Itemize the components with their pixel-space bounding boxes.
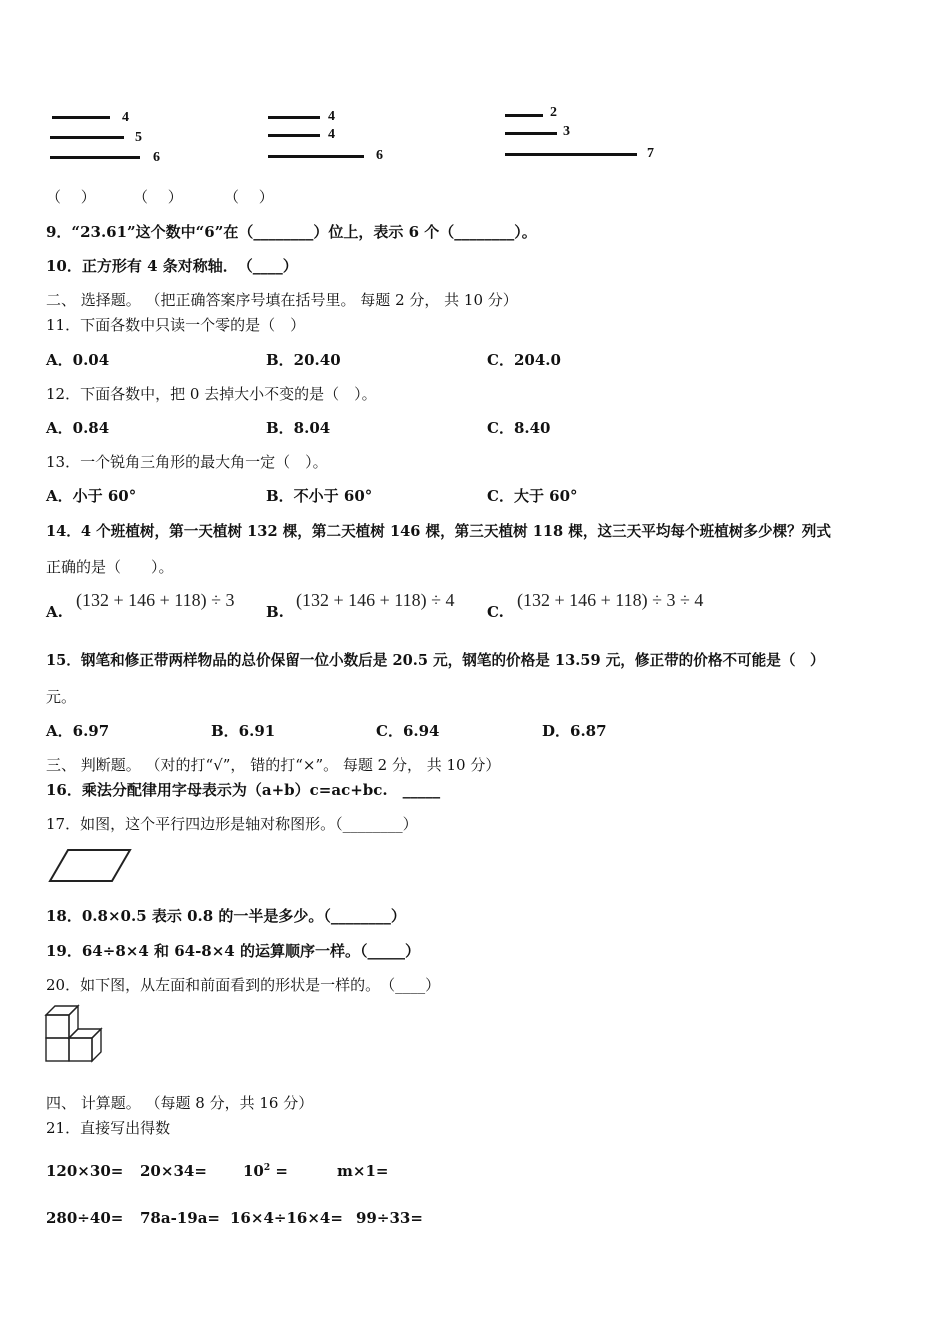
question-20: 20．如下图，从左面和前面看到的形状是一样的。 （____） — [46, 976, 441, 994]
option-a[interactable]: A. — [46, 603, 63, 621]
expression-a: (132 + 146 + 118) ÷ 3 — [76, 590, 235, 610]
question-13: 13．一个锐角三角形的最大角一定（ ）。 — [46, 453, 328, 471]
option-b[interactable]: B．20.40 — [266, 351, 341, 369]
calc-item: 99÷33= — [356, 1209, 423, 1227]
stick — [505, 153, 637, 156]
power-exponent: 2 — [263, 1163, 271, 1173]
answer-blank[interactable]: （ ） — [46, 188, 96, 206]
stick — [505, 132, 557, 135]
question-10: 10．正方形有 4 条对称轴． （____） — [46, 257, 298, 275]
power-base: 10 — [243, 1162, 264, 1180]
stick-label: 6 — [153, 150, 160, 165]
parallelogram-figure — [46, 846, 136, 886]
section-3-heading: 三、 判断题。 （对的打“√”， 错的打“×”。 每题 2 分， 共 10 分） — [46, 756, 501, 774]
stick — [268, 134, 320, 137]
stick-label: 6 — [376, 148, 383, 163]
option-c[interactable]: C. — [487, 603, 504, 621]
question-18: 18．0.8×0.5 表示 0.8 的一半是多少。（________） — [46, 907, 406, 925]
stick — [268, 155, 364, 158]
option-c[interactable]: C．6.94 — [376, 722, 440, 740]
option-a[interactable]: A．0.04 — [46, 351, 110, 369]
cube-stack-figure — [44, 1002, 106, 1064]
section-4-heading: 四、 计算题。 （每题 8 分，共 16 分） — [46, 1094, 314, 1112]
answer-blank[interactable]: （ ） — [224, 188, 274, 206]
calc-item-power — [243, 1162, 288, 1180]
stick-label: 7 — [647, 146, 654, 161]
option-b[interactable]: B. — [266, 603, 284, 621]
power-tail: = — [270, 1162, 288, 1180]
option-b[interactable]: B．不小于 60° — [266, 487, 373, 505]
question-9: 9．“23.61”这个数中“6”在（________）位上，表示 6 个（________）。 — [46, 223, 537, 241]
calc-item: m×1= — [337, 1162, 389, 1180]
stick — [52, 116, 110, 119]
calc-item: 280÷40= — [46, 1209, 124, 1227]
stick-label: 4 — [122, 110, 129, 125]
stick-label: 4 — [328, 127, 335, 142]
stick-label: 2 — [550, 105, 557, 120]
question-21: 21．直接写出得数 — [46, 1119, 171, 1137]
question-19: 19．64÷8×4 和 64-8×4 的运算顺序一样。（_____） — [46, 942, 420, 960]
question-15-cont: 元。 — [46, 688, 77, 706]
option-c[interactable]: C．204.0 — [487, 351, 561, 369]
section-2-heading: 二、 选择题。 （把正确答案序号填在括号里。 每题 2 分， 共 10 分） — [46, 291, 518, 309]
option-a[interactable]: A．0.84 — [46, 419, 110, 437]
option-b[interactable]: B．6.91 — [211, 722, 276, 740]
option-a[interactable]: A．小于 60° — [46, 487, 137, 505]
question-14: 14．4 个班植树，第一天植树 132 棵，第二天植树 146 棵，第三天植树 118 棵，这三天平均每个班植树多少棵？列式 — [46, 523, 831, 540]
question-15: 15．钢笔和修正带两样物品的总价保留一位小数后是 20.5 元，钢笔的价格是 13.59 元，修正带的价格不可能是（ ） — [46, 652, 825, 669]
question-12: 12．下面各数中，把 0 去掉大小不变的是（ ）。 — [46, 385, 377, 403]
expression-b: (132 + 146 + 118) ÷ 4 — [296, 590, 455, 610]
expression-c: (132 + 146 + 118) ÷ 3 ÷ 4 — [517, 590, 704, 610]
option-c[interactable]: C．大于 60° — [487, 487, 578, 505]
stick-label: 5 — [135, 130, 142, 145]
calc-item: 120×30= — [46, 1162, 124, 1180]
question-16: 16．乘法分配律用字母表示为（a+b）c=ac+bc. _____ — [46, 781, 441, 799]
question-11: 11．下面各数中只读一个零的是（ ） — [46, 316, 306, 334]
calc-item: 78a-19a= — [140, 1209, 220, 1227]
option-a[interactable]: A．6.97 — [46, 722, 110, 740]
calc-item: 16×4÷16×4= — [230, 1209, 343, 1227]
option-b[interactable]: B．8.04 — [266, 419, 331, 437]
stick — [50, 136, 124, 139]
question-14-cont: 正确的是（ ）。 — [46, 558, 174, 576]
calc-item: 20×34= — [140, 1162, 207, 1180]
question-17: 17．如图，这个平行四边形是轴对称图形。（________） — [46, 815, 418, 833]
answer-blank[interactable]: （ ） — [133, 188, 183, 206]
option-c[interactable]: C．8.40 — [487, 419, 551, 437]
option-d[interactable]: D．6.87 — [542, 722, 607, 740]
stick-label: 3 — [563, 124, 570, 139]
stick-label: 4 — [328, 109, 335, 124]
stick — [50, 156, 140, 159]
stick — [268, 116, 320, 119]
stick — [505, 114, 543, 117]
